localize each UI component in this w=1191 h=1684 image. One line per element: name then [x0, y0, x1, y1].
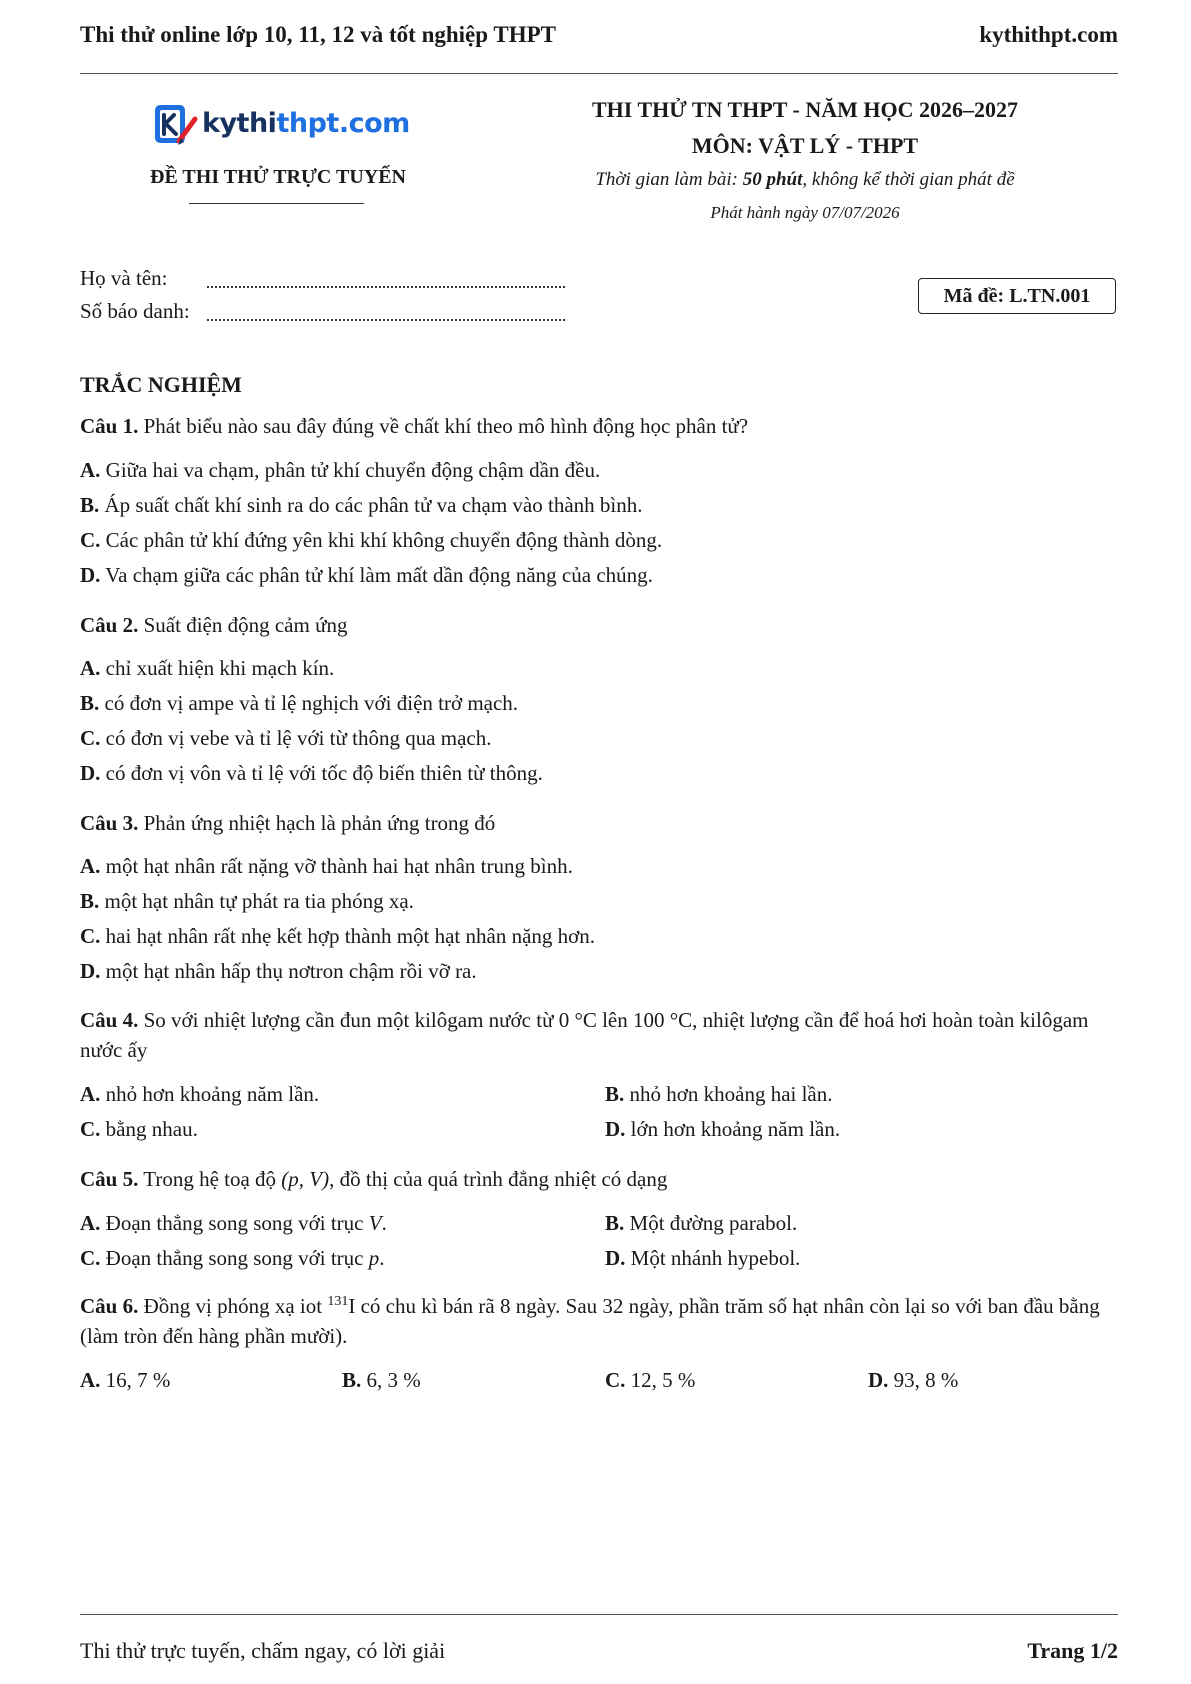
- q5-option-c[interactable]: C. Đoạn thẳng song song với trục p.: [80, 1246, 385, 1270]
- exam-release-date: Phát hành ngày 07/07/2026: [710, 203, 900, 222]
- exam-title: THI THỬ TN THPT - NĂM HỌC 2026–2027: [592, 97, 1018, 122]
- q5-option-d[interactable]: D. Một nhánh hypebol.: [605, 1246, 801, 1270]
- q1-option-b[interactable]: B. Áp suất chất khí sinh ra do các phân tử va chạm vào thành bình.: [80, 493, 643, 517]
- exam-duration: Thời gian làm bài: 50 phút, không kể thời gian phát đề: [595, 169, 1015, 190]
- question-4: Câu 4. So với nhiệt lượng cần đun một kilôgam nước từ 0 °C lên 100 °C, nhiệt lượng cần để hoá hơi hoàn toàn kilôgam nước ấy: [80, 1008, 1089, 1062]
- q2-option-c[interactable]: C. có đơn vị vebe và tỉ lệ với từ thông qua mạch.: [80, 726, 492, 750]
- q4-option-b[interactable]: B. nhỏ hơn khoảng hai lần.: [605, 1082, 833, 1106]
- brand-subtitle: ĐỀ THI THỬ TRỰC TUYẾN: [150, 166, 406, 188]
- logo-icon: [152, 101, 200, 153]
- question-3: Câu 3. Phản ứng nhiệt hạch là phản ứng trong đó: [80, 811, 496, 835]
- q6-option-a[interactable]: A. 16, 7 %: [80, 1368, 171, 1392]
- q3-option-c[interactable]: C. hai hạt nhân rất nhẹ kết hợp thành một hạt nhân nặng hơn.: [80, 924, 596, 948]
- exam-subject: MÔN: VẬT LÝ - THPT: [691, 133, 919, 158]
- header-site-url[interactable]: kythithpt.com: [979, 22, 1118, 47]
- brand-underline: [189, 203, 364, 204]
- q6-option-c[interactable]: C. 12, 5 %: [605, 1368, 696, 1392]
- exam-code-box: Mã đề: L.TN.001: [918, 278, 1116, 314]
- q3-option-a[interactable]: A. một hạt nhân rất nặng vỡ thành hai hạt nhân trung bình.: [80, 854, 573, 878]
- header-divider: [80, 73, 1118, 74]
- q6-option-d[interactable]: D. 93, 8 %: [868, 1368, 959, 1392]
- q6-option-b[interactable]: B. 6, 3 %: [342, 1368, 421, 1392]
- section-heading: TRẮC NGHIỆM: [80, 372, 242, 397]
- q4-option-c[interactable]: C. bằng nhau.: [80, 1117, 198, 1141]
- question-2: Câu 2. Suất điện động cảm ứng: [80, 613, 348, 637]
- q2-option-b[interactable]: B. có đơn vị ampe và tỉ lệ nghịch với điện trở mạch.: [80, 691, 519, 715]
- q5-option-a[interactable]: A. Đoạn thẳng song song với trục V.: [80, 1211, 387, 1235]
- q5-option-b[interactable]: B. Một đường parabol.: [605, 1211, 798, 1235]
- logo-wordmark: kythithpt.com: [202, 108, 410, 139]
- name-field[interactable]: [80, 266, 167, 291]
- student-id-field[interactable]: [80, 299, 190, 324]
- name-blank[interactable]: [207, 272, 565, 288]
- question-6: Câu 6. Đồng vị phóng xạ iot $^{131}$I có chu kì bán rã 8 ngày. Sau 32 ngày, phần trăm số hạt nhân còn lại so với ban đầu bằng (làm tròn đến hàng phần mười).: [80, 1294, 1100, 1348]
- question-5: Câu 5. Trong hệ toạ độ (p, V), đồ thị của quá trình đẳng nhiệt có dạng: [80, 1167, 668, 1191]
- q3-option-b[interactable]: B. một hạt nhân tự phát ra tia phóng xạ.: [80, 889, 414, 913]
- footer-divider: [80, 1614, 1118, 1615]
- q1-option-c[interactable]: C. Các phân tử khí đứng yên khi khí không chuyển động thành dòng.: [80, 528, 663, 552]
- q1-option-a[interactable]: A. Giữa hai va chạm, phân tử khí chuyển động chậm dần đều.: [80, 458, 601, 482]
- question-1: Câu 1. Phát biểu nào sau đây đúng về chất khí theo mô hình động học phân tử?: [80, 414, 749, 438]
- page-number: Trang 1/2: [1027, 1638, 1118, 1663]
- student-id-blank[interactable]: [207, 305, 565, 321]
- q4-option-d[interactable]: D. lớn hơn khoảng năm lần.: [605, 1117, 841, 1141]
- q2-option-a[interactable]: A. chỉ xuất hiện khi mạch kín.: [80, 656, 335, 680]
- footer-tagline: Thi thử trực tuyến, chấm ngay, có lời giải: [80, 1638, 446, 1663]
- q3-option-d[interactable]: D. một hạt nhân hấp thụ nơtron chậm rồi vỡ ra.: [80, 959, 477, 983]
- name-label: Họ và tên:: [80, 266, 168, 290]
- q2-option-d[interactable]: D. có đơn vị vôn và tỉ lệ với tốc độ biến thiên từ thông.: [80, 761, 543, 785]
- q4-option-a[interactable]: A. nhỏ hơn khoảng năm lần.: [80, 1082, 320, 1106]
- q1-option-d[interactable]: D. Va chạm giữa các phân tử khí làm mất dần động năng của chúng.: [80, 563, 653, 587]
- student-id-label: Số báo danh:: [80, 299, 190, 323]
- header-site-title: Thi thử online lớp 10, 11, 12 và tốt nghiệp THPT: [80, 22, 556, 47]
